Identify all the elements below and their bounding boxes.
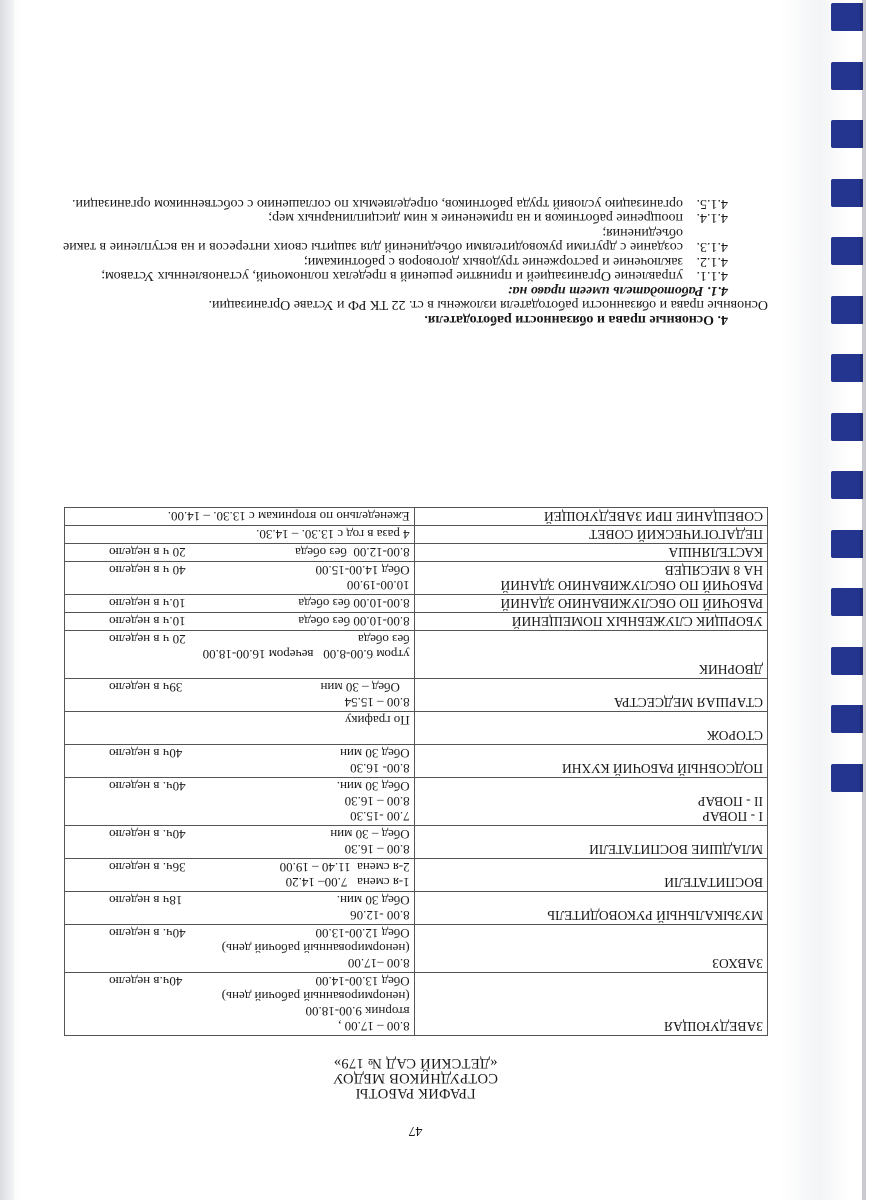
rights-list: [63, 196, 768, 283]
position-name: УБОРЩИК СЛУЖЕБНЫХ ПОМЕЩЕНИЙ: [511, 614, 763, 629]
schedule-cell: [65, 826, 415, 859]
schedule-time: вторник 9.00-18.00: [305, 1004, 410, 1019]
document-title: [63, 1055, 768, 1100]
schedule-line: [69, 809, 410, 824]
schedule-time: 8.00 -12.06: [350, 908, 410, 923]
schedule-time: Обед – 30 мин: [320, 680, 410, 695]
weekly-hours: [69, 713, 109, 728]
schedule-cell: [65, 778, 415, 826]
schedule-cell: [65, 595, 415, 613]
schedule-time: Обед 13.00-14.00: [315, 974, 410, 989]
schedule-cell: [65, 544, 415, 562]
position-cell: [414, 526, 767, 544]
schedule-cell: [65, 745, 415, 778]
schedule-time: 8.00- 16.30: [350, 761, 410, 776]
schedule-cell: [65, 679, 415, 712]
table-row: [65, 778, 768, 826]
table-row: [65, 595, 768, 613]
position-name: ПЕДАГОГИЧЕСКИЙ СОВЕТ: [589, 527, 763, 542]
schedule-time: 8.00 – 15.54: [344, 695, 410, 710]
schedule-line: [69, 563, 410, 578]
item-number: 4.1.4.: [696, 210, 728, 226]
item-number: 4.1.1.: [696, 268, 728, 284]
schedule-time: Обед 30 мин.: [336, 893, 410, 908]
weekly-hours: [69, 578, 109, 593]
table-row: [65, 892, 768, 925]
weekly-hours: [69, 662, 109, 677]
schedule-line: [69, 989, 410, 1004]
weekly-hours: [69, 527, 109, 542]
table-row: [65, 859, 768, 892]
schedule-line: [69, 527, 410, 542]
title-line-3: «ДЕТСКИЙ САД № 179»: [333, 1055, 498, 1071]
schedule-time: 7.00 -15.30: [350, 809, 410, 824]
list-item: [63, 210, 768, 225]
schedule-line: [69, 827, 410, 842]
schedule-line: [69, 662, 410, 677]
weekly-hours: [69, 941, 109, 956]
weekly-hours: [69, 1004, 109, 1019]
item-text: поощрение работников и на применение к ним дисциплинарных мер;: [268, 210, 683, 226]
position-cell: [414, 745, 767, 778]
weekly-hours: 20 ч в неделю: [109, 632, 186, 647]
schedule-time: 2-я смена 11.40 – 19.00: [279, 860, 410, 875]
schedule-line: [69, 647, 410, 662]
schedule-line: [69, 1019, 410, 1034]
schedule-cell: [65, 613, 415, 631]
position-cell: [414, 595, 767, 613]
weekly-hours: 36ч. в неделю: [109, 860, 186, 875]
position-name: ПОДСОБНЫЙ РАБОЧИЙ КУХНИ: [562, 761, 763, 776]
schedule-line: [69, 941, 410, 956]
position-name: РАБОЧИЙ ПО ОБСЛУЖИВАНИЮ ЗДАНИЙ: [500, 596, 763, 611]
schedule-time: Обед 30 мин: [339, 746, 410, 761]
position-name: I - ПОВАР: [702, 809, 763, 824]
weekly-hours: 10.ч в неделю: [109, 596, 186, 611]
position-cell: [414, 562, 767, 595]
position-cell: [414, 679, 767, 712]
schedule-cell: [65, 508, 415, 526]
weekly-hours: 40ч. в неделю: [109, 779, 186, 794]
schedule-line: [69, 926, 410, 941]
schedule-time: без обеда: [357, 632, 410, 647]
position-cell: [414, 892, 767, 925]
position-cell: [414, 973, 767, 1036]
table-row: [65, 562, 768, 595]
position-name: ЗАВХОЗ: [712, 956, 763, 971]
position-cell: [414, 826, 767, 859]
table-row: [65, 508, 768, 526]
item-text: организацию условий труда работников, определяемых по соглашению с собственником организации.: [71, 196, 683, 211]
weekly-hours: [69, 875, 109, 890]
schedule-time: 8.00 –17.00: [347, 956, 410, 971]
schedule-line: [69, 761, 410, 776]
schedule-time: Еженедельно по вторникам с 13.30. – 14.00.: [167, 509, 410, 524]
table-row: [65, 925, 768, 973]
schedule-line: [69, 728, 410, 743]
position-name-line-2: II - ПОВАР: [697, 794, 763, 809]
item-text: создание с другими руководителями объединений для защиты своих интересов и на вступление в такие объединения;: [63, 225, 683, 255]
list-item: [63, 196, 768, 211]
position-name: КАСТЕЛЯНША: [668, 545, 763, 560]
schedule-time: Обед 14.00-15.00: [315, 563, 410, 578]
schedule-line: [69, 1004, 410, 1019]
weekly-hours: [69, 509, 109, 524]
schedule-line: [69, 974, 410, 989]
schedule-line: [69, 680, 410, 695]
item-number: 4.1.3.: [696, 239, 728, 255]
page-number: 47: [408, 1123, 423, 1138]
schedule-time: 8.00 – 17.00 ,: [338, 1019, 410, 1034]
weekly-hours: [69, 761, 109, 776]
weekly-hours: 39ч в неделю: [109, 680, 183, 695]
weekly-hours: [69, 842, 109, 857]
schedule-line: [69, 908, 410, 923]
schedule-time: 8.00 – 16.30: [344, 842, 410, 857]
schedule-time: Обед 30 мин.: [336, 779, 410, 794]
position-name: ДВОРНИК: [699, 662, 763, 677]
schedule-time: утром 6.00-8.00 вечером 16.00-18.00: [202, 647, 410, 662]
schedule-line: [69, 632, 410, 647]
schedule-line: [69, 875, 410, 890]
schedule-line: [69, 794, 410, 809]
schedule-time: 1-я смена 7.00– 14.20: [285, 875, 410, 890]
position-name: РАБОЧИЙ ПО ОБСЛУЖИВАНИЮ ЗДАНИЙ: [500, 578, 763, 593]
schedule-line: [69, 614, 410, 629]
position-cell: [414, 508, 767, 526]
schedule-time: 10.00-19.00: [346, 578, 410, 593]
position-name: МУЗЫКАЛЬНЫЙ РУКОВОДИТЕЛЬ: [547, 908, 763, 923]
position-name: ЗАВЕДУЮЩАЯ: [664, 1019, 763, 1034]
list-item: [63, 225, 768, 254]
schedule-cell: [65, 712, 415, 745]
table-row: [65, 973, 768, 1036]
schedule-time: 4 раза в год с 13.30. – 14.30.: [256, 527, 410, 542]
schedule-cell: [65, 925, 415, 973]
weekly-hours: 40ч в неделю: [109, 746, 183, 761]
schedule-line: [69, 695, 410, 710]
weekly-hours: [69, 794, 109, 809]
schedule-cell: [65, 562, 415, 595]
schedule-time: 8.00-10.00 без обеда: [298, 614, 410, 629]
table-row: [65, 631, 768, 679]
weekly-hours: 40ч. в неделю: [109, 926, 186, 941]
weekly-hours: [69, 956, 109, 971]
weekly-hours: [69, 728, 109, 743]
table-row: [65, 745, 768, 778]
item-text: заключение и расторжение трудовых договоров с работниками;: [303, 254, 683, 269]
position-name: СОВЕЩАНИЕ ПРИ ЗАВЕДУЮЩЕЙ: [543, 509, 763, 524]
position-name-line-2: НА 8 МЕСЯЦЕВ: [664, 563, 763, 578]
schedule-time: По графику: [344, 713, 410, 728]
schedule-time: Обед – 30 мин: [330, 827, 410, 842]
list-item: [63, 254, 768, 269]
section-4: [63, 196, 768, 327]
section-intro: Основные права и обязанности работодателя изложены в ст. 22 ТК РФ и Уставе Организации.: [208, 297, 768, 313]
schedule-line: [69, 509, 410, 524]
position-cell: [414, 859, 767, 892]
weekly-hours: [69, 1019, 109, 1034]
position-name: СТОРОЖ: [706, 728, 763, 743]
schedule-cell: [65, 526, 415, 544]
section-heading: 4. Основные права и обязанности работодателя.: [424, 312, 728, 327]
position-cell: [414, 544, 767, 562]
schedule-cell: [65, 892, 415, 925]
position-name: СТАРШАЯ МЕДСЕСТРА: [613, 695, 763, 710]
weekly-hours: 40ч. в неделю: [109, 827, 186, 842]
table-row: [65, 526, 768, 544]
section-subheading: 4.1. Работодатель имеет право на:: [507, 283, 728, 298]
schedule-time: Обед 12.00-13.00: [315, 926, 410, 941]
schedule-line: [69, 746, 410, 761]
schedule-line: [69, 860, 410, 875]
weekly-hours: 10.ч в неделю: [109, 614, 186, 629]
schedule-time: 8.00 – 16.30: [344, 794, 410, 809]
weekly-hours: 20 ч в неделю: [109, 545, 186, 560]
weekly-hours: 40 ч в неделю: [109, 563, 186, 578]
weekly-hours: 40ч.в неделю: [109, 974, 183, 989]
schedule-line: [69, 596, 410, 611]
list-item: [63, 268, 768, 283]
schedule-line: [69, 842, 410, 857]
title-line-1: ГРАФИК РАБОТЫ: [355, 1085, 476, 1101]
position-name: ВОСПИТАТЕЛИ: [664, 875, 763, 890]
item-number: 4.1.5.: [696, 196, 728, 211]
weekly-hours: [69, 989, 109, 1004]
position-name: МЛАДШИЕ ВОСПИТАТЕЛИ: [589, 842, 763, 857]
schedule-line: [69, 713, 410, 728]
table-row: [65, 544, 768, 562]
schedule-line: [69, 956, 410, 971]
weekly-hours: [69, 647, 109, 662]
item-text: управление Организацией и принятие решений в пределах полномочий, установленных Уставом;: [101, 268, 683, 284]
weekly-hours: [69, 809, 109, 824]
weekly-hours: [69, 908, 109, 923]
table-row: [65, 613, 768, 631]
table-row: [65, 826, 768, 859]
schedule-line: [69, 545, 410, 560]
schedule-line: [69, 779, 410, 794]
schedule-cell: [65, 859, 415, 892]
position-cell: [414, 925, 767, 973]
schedule-time: 8.00-10.00 без обеда: [298, 596, 410, 611]
table-row: [65, 712, 768, 745]
table-row: [65, 679, 768, 712]
schedule-time: (ненормированный рабочий день): [221, 941, 410, 956]
title-line-2: СОТРУДНИКОВ МБДОУ: [333, 1070, 498, 1086]
position-cell: [414, 613, 767, 631]
weekly-hours: 18ч в неделю: [109, 893, 183, 908]
schedule-cell: [65, 631, 415, 679]
weekly-hours: [69, 695, 109, 710]
item-number: 4.1.2.: [696, 254, 728, 269]
schedule-time: 8.00-12.00 без обеда: [295, 545, 410, 560]
position-cell: [414, 778, 767, 826]
schedule-time: (ненормированный рабочий день): [221, 989, 410, 1004]
position-cell: [414, 712, 767, 745]
schedule-cell: [65, 973, 415, 1036]
position-cell: [414, 631, 767, 679]
work-schedule-table: [64, 507, 768, 1036]
schedule-line: [69, 893, 410, 908]
schedule-line: [69, 578, 410, 593]
